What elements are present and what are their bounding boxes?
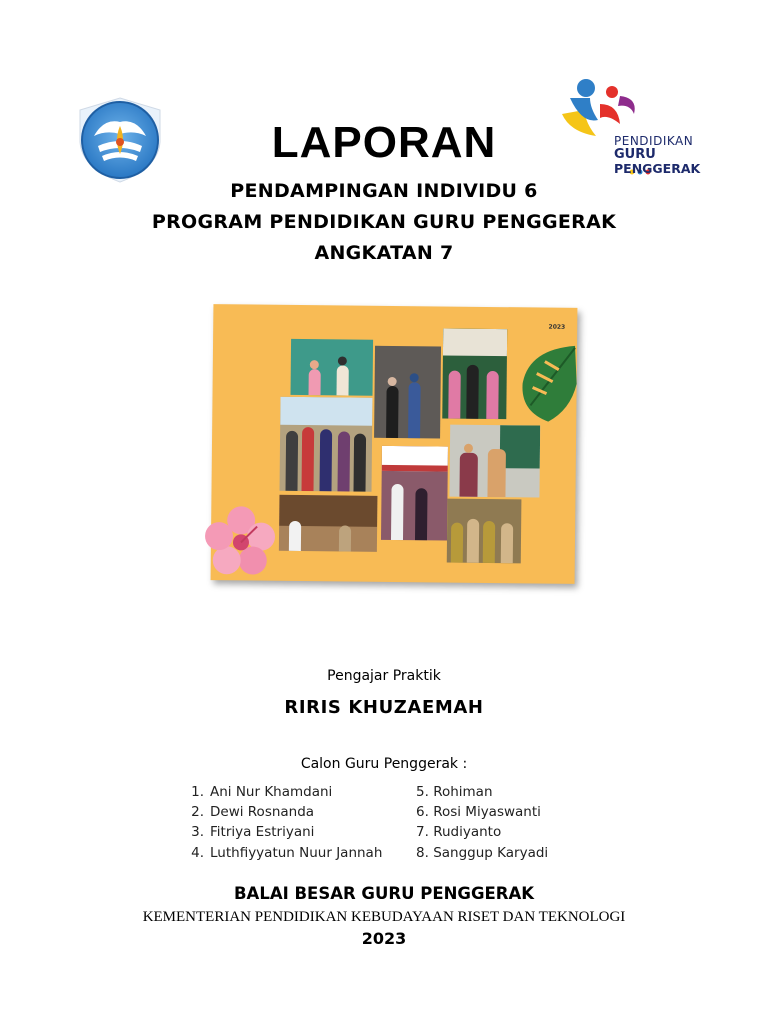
monstera-leaf-icon	[514, 339, 579, 426]
subtitle-line-2: PROGRAM PENDIDIKAN GURU PENGGERAK	[151, 211, 617, 233]
ministry-name: KEMENTERIAN PENDIDIKAN KEBUDAYAAN RISET DAN TEKNOLOGI	[142, 909, 626, 925]
year: 2023	[361, 929, 407, 948]
collage-photo-3	[442, 329, 507, 420]
photo-collage	[211, 304, 578, 584]
list-item-number: 8.	[416, 845, 429, 861]
list-item	[182, 804, 314, 820]
list-item	[182, 824, 314, 840]
list-item-name: Rohiman	[433, 784, 493, 800]
collage-photo-5	[449, 425, 540, 498]
logo-text-guru: GURU	[614, 147, 656, 162]
list-item-number: 3.	[191, 824, 204, 840]
list-item-name: Dewi Rosnanda	[210, 804, 315, 820]
collage-photo-1	[291, 339, 374, 396]
list-item-number: 2.	[191, 804, 204, 820]
list-item	[416, 784, 493, 800]
page-title: LAPORAN	[271, 118, 497, 167]
calon-label: Calon Guru Penggerak :	[300, 756, 468, 772]
hibiscus-flower-icon	[205, 504, 278, 577]
collage-photo-7	[279, 495, 378, 552]
list-item	[182, 845, 382, 861]
logo-text-pendidikan: PENDIDIKAN	[614, 134, 694, 148]
collage-photo-8	[447, 499, 522, 564]
list-item	[416, 845, 548, 861]
list-item	[182, 784, 332, 800]
collage-photo-6	[381, 446, 448, 541]
pengajar-name: RIRIS KHUZAEMAH	[284, 697, 484, 718]
list-item-number: 4.	[191, 845, 204, 861]
list-item	[416, 804, 541, 820]
list-item	[416, 824, 501, 840]
collage-photo-4	[280, 397, 373, 492]
list-item-name: Rosi Miyaswanti	[433, 804, 541, 820]
list-item-number: 6.	[416, 804, 429, 820]
subtitle-line-3: ANGKATAN 7	[314, 242, 454, 264]
list-item-name: Fitriya Estriyani	[210, 824, 315, 840]
list-item-name: Sanggup Karyadi	[433, 845, 549, 861]
list-item-number: 5.	[416, 784, 429, 800]
list-item-number: 7.	[416, 824, 429, 840]
logo-text-penggerak: PENGGERAK	[614, 161, 701, 176]
list-item-name: Rudiyanto	[433, 824, 502, 840]
collage-photo-2	[374, 346, 441, 439]
pengajar-label: Pengajar Praktik	[327, 668, 441, 684]
list-item-name: Ani Nur Khamdani	[210, 784, 333, 800]
list-item-name: Luthfiyyatun Nuur Jannah	[210, 845, 383, 861]
list-item-number: 1.	[191, 784, 204, 800]
subtitle-line-1: PENDAMPINGAN INDIVIDU 6	[230, 180, 538, 202]
collage-year-label: 2023	[548, 323, 566, 331]
organization-name: BALAI BESAR GURU PENGGERAK	[233, 884, 535, 903]
